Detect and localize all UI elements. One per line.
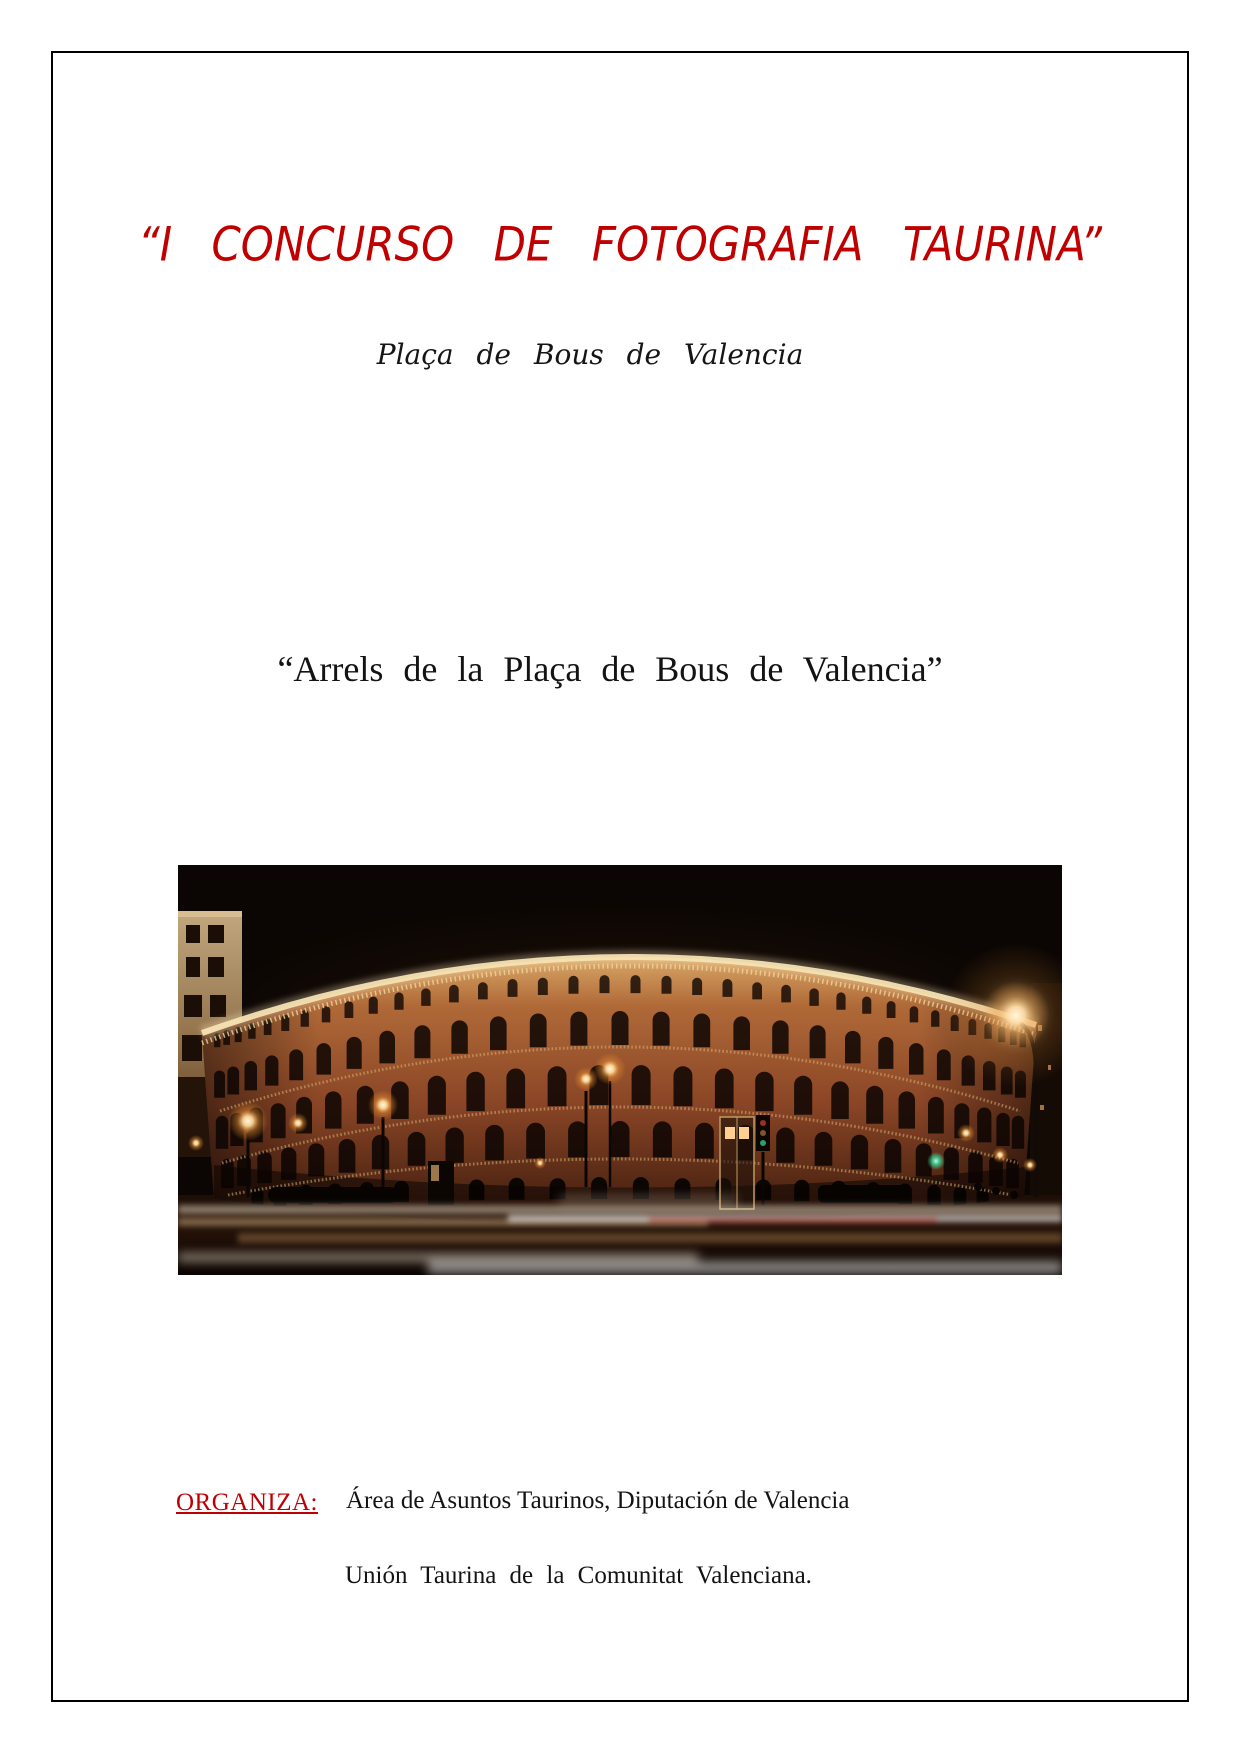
green-traffic-light xyxy=(927,1152,945,1170)
bullring-arena xyxy=(202,957,1036,1225)
document-subtitle: Plaça de Bous de Valencia xyxy=(376,338,804,371)
document-title: “I CONCURSO DE FOTOGRAFIA TAURINA” xyxy=(137,217,1103,272)
organiza-line2: Unión Taurina de la Comunitat Valenciana. xyxy=(345,1562,812,1589)
organiza-label: ORGANIZA: xyxy=(176,1489,318,1516)
bullring-photo xyxy=(178,865,1062,1275)
organiza-line1: Área de Asuntos Taurinos, Diputación de Valencia xyxy=(346,1487,850,1514)
kiosk xyxy=(428,1161,454,1205)
traffic-signal xyxy=(756,1115,770,1151)
contest-theme-heading: “Arrels de la Plaça de Bous de Valencia” xyxy=(277,649,943,689)
